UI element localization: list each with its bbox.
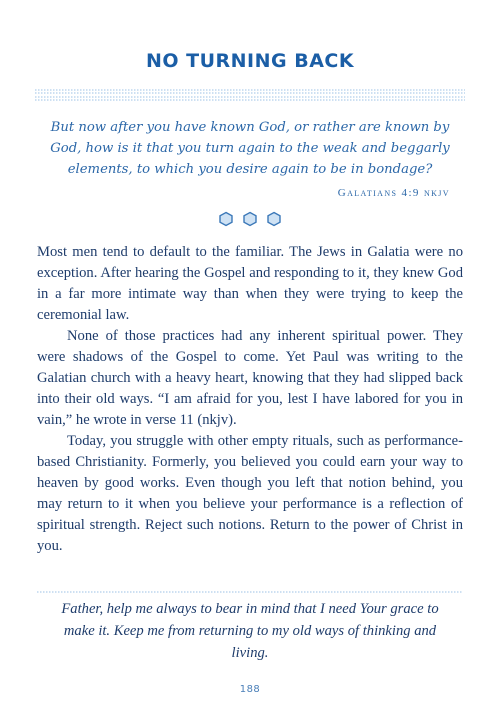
scripture-reference: Galatians 4:9 nkjv	[337, 187, 450, 199]
closing-prayer: Father, help me always to bear in mind that I need Your grace to make it. Keep me from returning to my old ways of thinking and living.	[61, 601, 439, 661]
body-paragraph: Today, you struggle with other empty rituals, such as performance-based Christianity. Formerly, you believed you could earn your way to heaven by good works. Even though you left that notion behind, you may return to it when you believe your performance is a reflection of spiritual strength. Reject such notions. Return to the power of Christ in you.	[37, 433, 463, 554]
scripture-quote: But now after you have known God, or rather are known by God, how is it that you turn again to the weak and beggarly elements, to which you desire again to be in bondage?	[50, 120, 450, 177]
devotional-body	[37, 242, 463, 557]
page-number: 188	[239, 684, 261, 695]
page-title: NO TURNING BACK	[145, 50, 355, 72]
title-divider	[35, 88, 465, 102]
prayer-divider	[37, 579, 463, 583]
body-paragraph: None of those practices had any inherent spiritual power. They were shadows of the Gospel to come. Yet Paul was writing to the Galatian church with a heavy heart, knowing that they had slipped back into their old ways. “I am afraid for you, lest I have labored for you in vain,” he wrote in verse 11 (nkjv).	[37, 328, 463, 428]
hexagon-ornament-icon	[215, 211, 285, 227]
body-paragraph: Most men tend to default to the familiar. The Jews in Galatia were no exception. After hearing the Gospel and responding to it, they knew God in a far more intimate way than when they were trying to keep the ceremonial law.	[37, 244, 463, 323]
hexagon-ornament	[0, 211, 500, 227]
